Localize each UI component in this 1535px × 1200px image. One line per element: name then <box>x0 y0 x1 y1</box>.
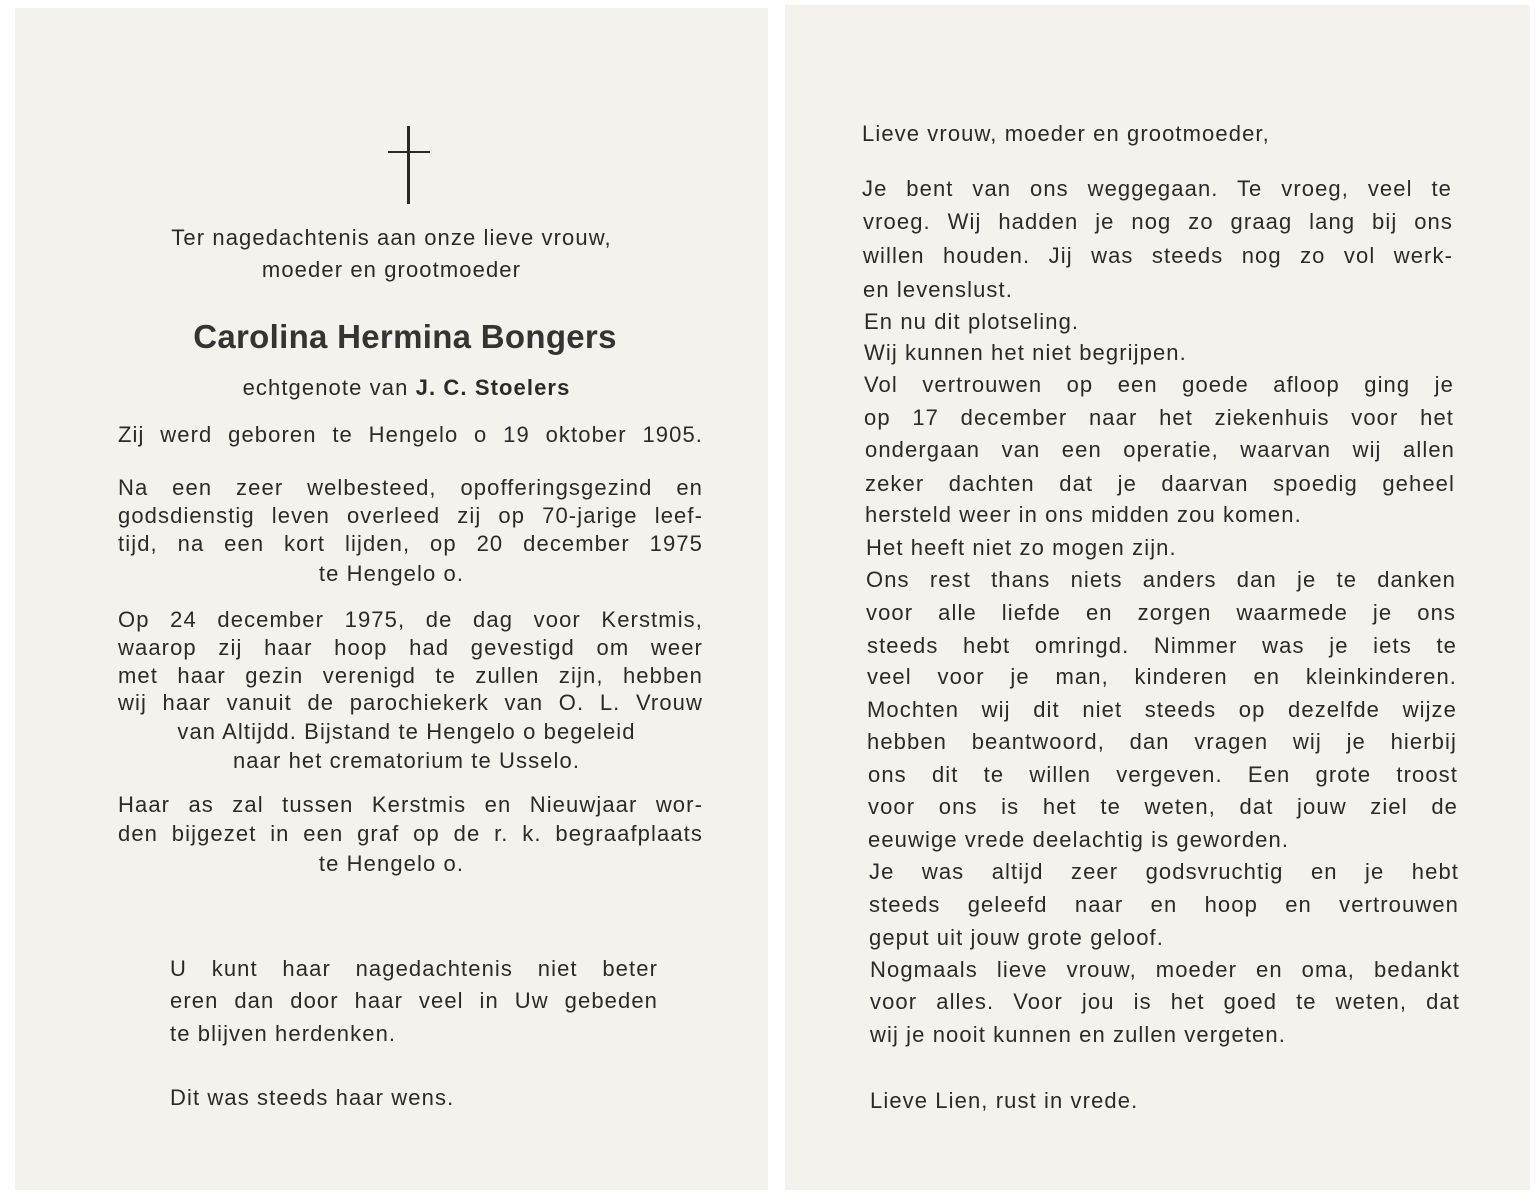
deceased-name: Carolina Hermina Bongers <box>193 318 617 355</box>
text-line: voor alles. Voor jou is het goed te weten, dat <box>870 989 1460 1014</box>
text-line: Wij kunnen het niet begrijpen. <box>864 340 1187 365</box>
text-line: Lieve vrouw, moeder en grootmoeder, <box>862 121 1270 146</box>
intro-line: Ter nagedachtenis aan onze lieve vrouw, <box>171 225 612 250</box>
text-line: Na een zeer welbesteed, opofferingsgezind en <box>118 475 703 500</box>
text-line: met haar gezin verenigd te zullen zijn, hebben <box>118 663 703 688</box>
text-line: tijd, na een kort lijden, op 20 december 1975 <box>118 531 703 556</box>
text-line: vroeg. Wij hadden je nog zo graag lang bij ons <box>863 209 1453 234</box>
text-line: geput uit jouw grote geloof. <box>869 925 1164 950</box>
memorial-card-back <box>785 5 1530 1190</box>
text-line: wij haar vanuit de parochiekerk van O. L. Vrouw <box>118 690 703 715</box>
text-line: Op 24 december 1975, de dag voor Kerstmis, <box>118 607 703 632</box>
text-line: te Hengelo o. <box>318 561 465 586</box>
text-line: Mochten wij dit niet steeds op dezelfde wijze <box>867 697 1457 722</box>
text-line: van Altijdd. Bijstand te Hengelo o begeleid <box>177 719 636 744</box>
text-line: eeuwige vrede deelachtig is geworden. <box>868 827 1290 852</box>
text-line: wij je nooit kunnen en zullen vergeten. <box>870 1022 1286 1047</box>
spouse-prefix: echtgenote van <box>242 375 409 400</box>
spouse-name: J. C. Stoelers <box>415 375 571 400</box>
text-line: veel voor je man, kinderen en kleinkinderen. <box>867 664 1457 689</box>
text-line: naar het crematorium te Usselo. <box>232 748 581 773</box>
text-line: hersteld weer in ons midden zou komen. <box>865 502 1302 527</box>
text-line: Je was altijd zeer godsvruchtig en je hebt <box>869 859 1459 884</box>
text-line: te blijven herdenken. <box>170 1021 397 1046</box>
text-line: voor alle liefde en zorgen waarmede je ons <box>866 600 1456 625</box>
text-line: Nogmaals lieve vrouw, moeder en oma, bedankt <box>870 957 1460 982</box>
spouse-line <box>15 374 798 402</box>
text-line: ondergaan van een operatie, waarvan wij allen <box>865 437 1455 462</box>
text-line: Het heeft niet zo mogen zijn. <box>866 535 1177 560</box>
text-line: te Hengelo o. <box>318 851 465 876</box>
memorial-card-front <box>15 8 768 1190</box>
text-line: voor ons is het te weten, dat jouw ziel de <box>868 794 1458 819</box>
text-line: steeds hebt omringd. Nimmer was je iets te <box>867 633 1457 658</box>
text-line: eren dan door haar veel in Uw gebeden <box>170 988 658 1013</box>
text-line: den bijgezet in een graf op de r. k. begraafplaats <box>118 821 703 846</box>
text-line: Ons rest thans niets anders dan je te danken <box>866 567 1456 592</box>
text-line: Zij werd geboren te Hengelo o 19 oktober 1905. <box>118 422 703 447</box>
text-line: Dit was steeds haar wens. <box>170 1085 455 1110</box>
text-line: Vol vertrouwen op een goede afloop ging je <box>864 372 1454 397</box>
text-line: steeds geleefd naar en hoop en vertrouwen <box>869 892 1459 917</box>
text-line: U kunt haar nagedachtenis niet beter <box>170 956 658 981</box>
intro-line: moeder en grootmoeder <box>261 257 522 282</box>
text-line: waarop zij haar hoop had gevestigd om weer <box>118 635 703 660</box>
text-line: hebben beantwoord, dan vragen wij je hierbij <box>867 729 1457 754</box>
text-line: en levenslust. <box>863 277 1013 302</box>
text-line: willen houden. Jij was steeds nog zo vol werk- <box>863 243 1453 268</box>
text-line: Je bent van ons weggegaan. Te vroeg, veel te <box>862 176 1452 201</box>
text-line: zeker dachten dat je daarvan spoedig geheel <box>865 471 1455 496</box>
text-line: godsdienstig leven overleed zij op 70-jarige leef- <box>118 503 703 528</box>
text-line: op 17 december naar het ziekenhuis voor het <box>864 405 1454 430</box>
text-line: Lieve Lien, rust in vrede. <box>870 1088 1139 1113</box>
text-line: ons dit te willen vergeven. Een grote troost <box>868 762 1458 787</box>
text-line: Haar as zal tussen Kerstmis en Nieuwjaar wor- <box>118 792 703 817</box>
cross-icon <box>388 126 430 204</box>
text-line: En nu dit plotseling. <box>864 309 1080 334</box>
